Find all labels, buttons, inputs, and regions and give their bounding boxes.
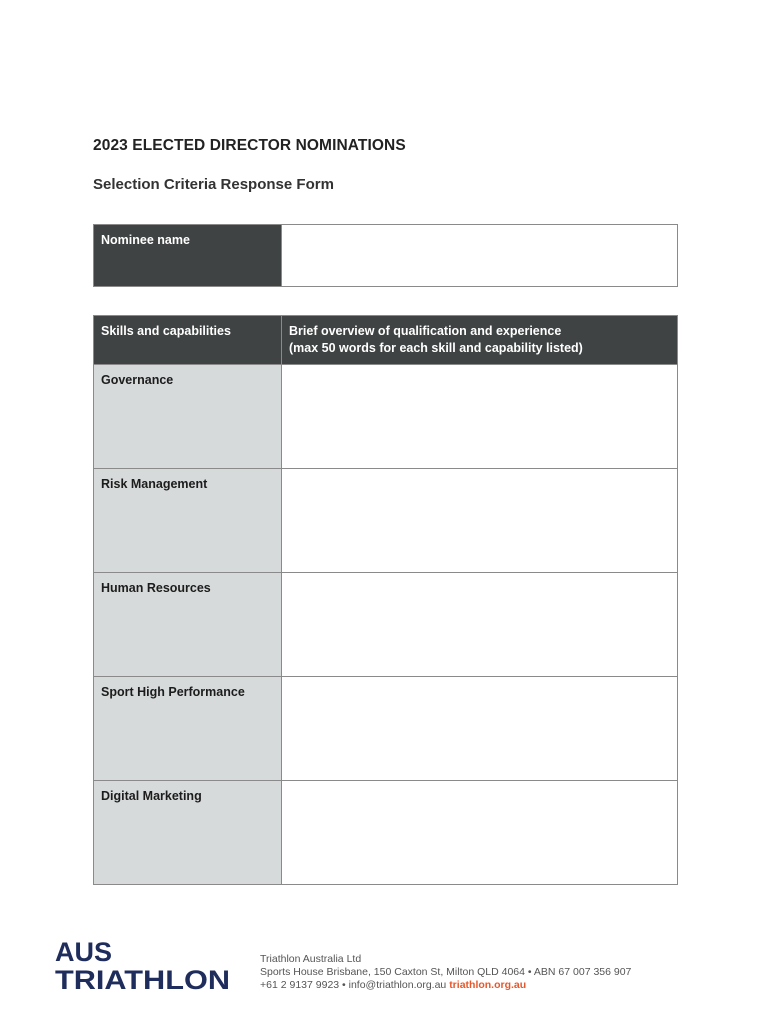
table-row bbox=[94, 365, 678, 469]
overview-header bbox=[282, 316, 678, 365]
skill-label-governance bbox=[94, 365, 282, 469]
skill-label-text: Sport High Performance bbox=[101, 685, 245, 699]
footer-company: Triathlon Australia Ltd bbox=[260, 953, 362, 965]
footer-website-link[interactable]: triathlon.org.au bbox=[449, 979, 527, 991]
footer-address: Sports House Brisbane, 150 Caxton St, Milton QLD 4064 • ABN 67 007 356 907 bbox=[260, 966, 632, 978]
skill-label-text: Human Resources bbox=[101, 581, 211, 595]
response-field-risk-management[interactable] bbox=[282, 469, 678, 573]
table-row bbox=[94, 677, 678, 781]
response-field-digital-marketing[interactable] bbox=[282, 781, 678, 885]
table-row bbox=[94, 469, 678, 573]
footer-contact-line bbox=[260, 979, 631, 992]
table-row bbox=[94, 573, 678, 677]
nominee-table bbox=[93, 224, 678, 287]
skill-label-human-resources bbox=[94, 573, 282, 677]
skill-label-risk-management bbox=[94, 469, 282, 573]
logo-aus-text: AUS bbox=[55, 937, 113, 967]
footer-contact-block bbox=[260, 953, 631, 992]
nominee-name-label bbox=[94, 225, 282, 287]
nominee-name-label-text: Nominee name bbox=[101, 233, 190, 247]
skill-label-sport-high-performance bbox=[94, 677, 282, 781]
skills-header-text: Skills and capabilities bbox=[101, 324, 231, 338]
logo-triathlon-text: TRIATHLON bbox=[55, 965, 230, 993]
overview-header-line1: Brief overview of qualification and experience bbox=[289, 324, 562, 338]
response-field-governance[interactable] bbox=[282, 365, 678, 469]
skills-header bbox=[94, 316, 282, 365]
overview-header-line2: (max 50 words for each skill and capability listed) bbox=[289, 341, 583, 355]
aus-triathlon-logo bbox=[55, 937, 235, 993]
skill-label-text: Governance bbox=[101, 373, 174, 387]
form-subtitle: Selection Criteria Response Form bbox=[93, 176, 334, 193]
skill-label-text: Risk Management bbox=[101, 477, 208, 491]
skill-label-digital-marketing bbox=[94, 781, 282, 885]
skill-label-text: Digital Marketing bbox=[101, 789, 202, 803]
skills-table bbox=[93, 315, 678, 885]
nominee-name-field[interactable] bbox=[282, 225, 678, 287]
footer-contact: +61 2 9137 9923 • info@triathlon.org.au bbox=[260, 979, 447, 991]
table-row bbox=[94, 781, 678, 885]
page-title: 2023 ELECTED DIRECTOR NOMINATIONS bbox=[93, 137, 406, 154]
response-field-human-resources[interactable] bbox=[282, 573, 678, 677]
response-field-sport-high-performance[interactable] bbox=[282, 677, 678, 781]
